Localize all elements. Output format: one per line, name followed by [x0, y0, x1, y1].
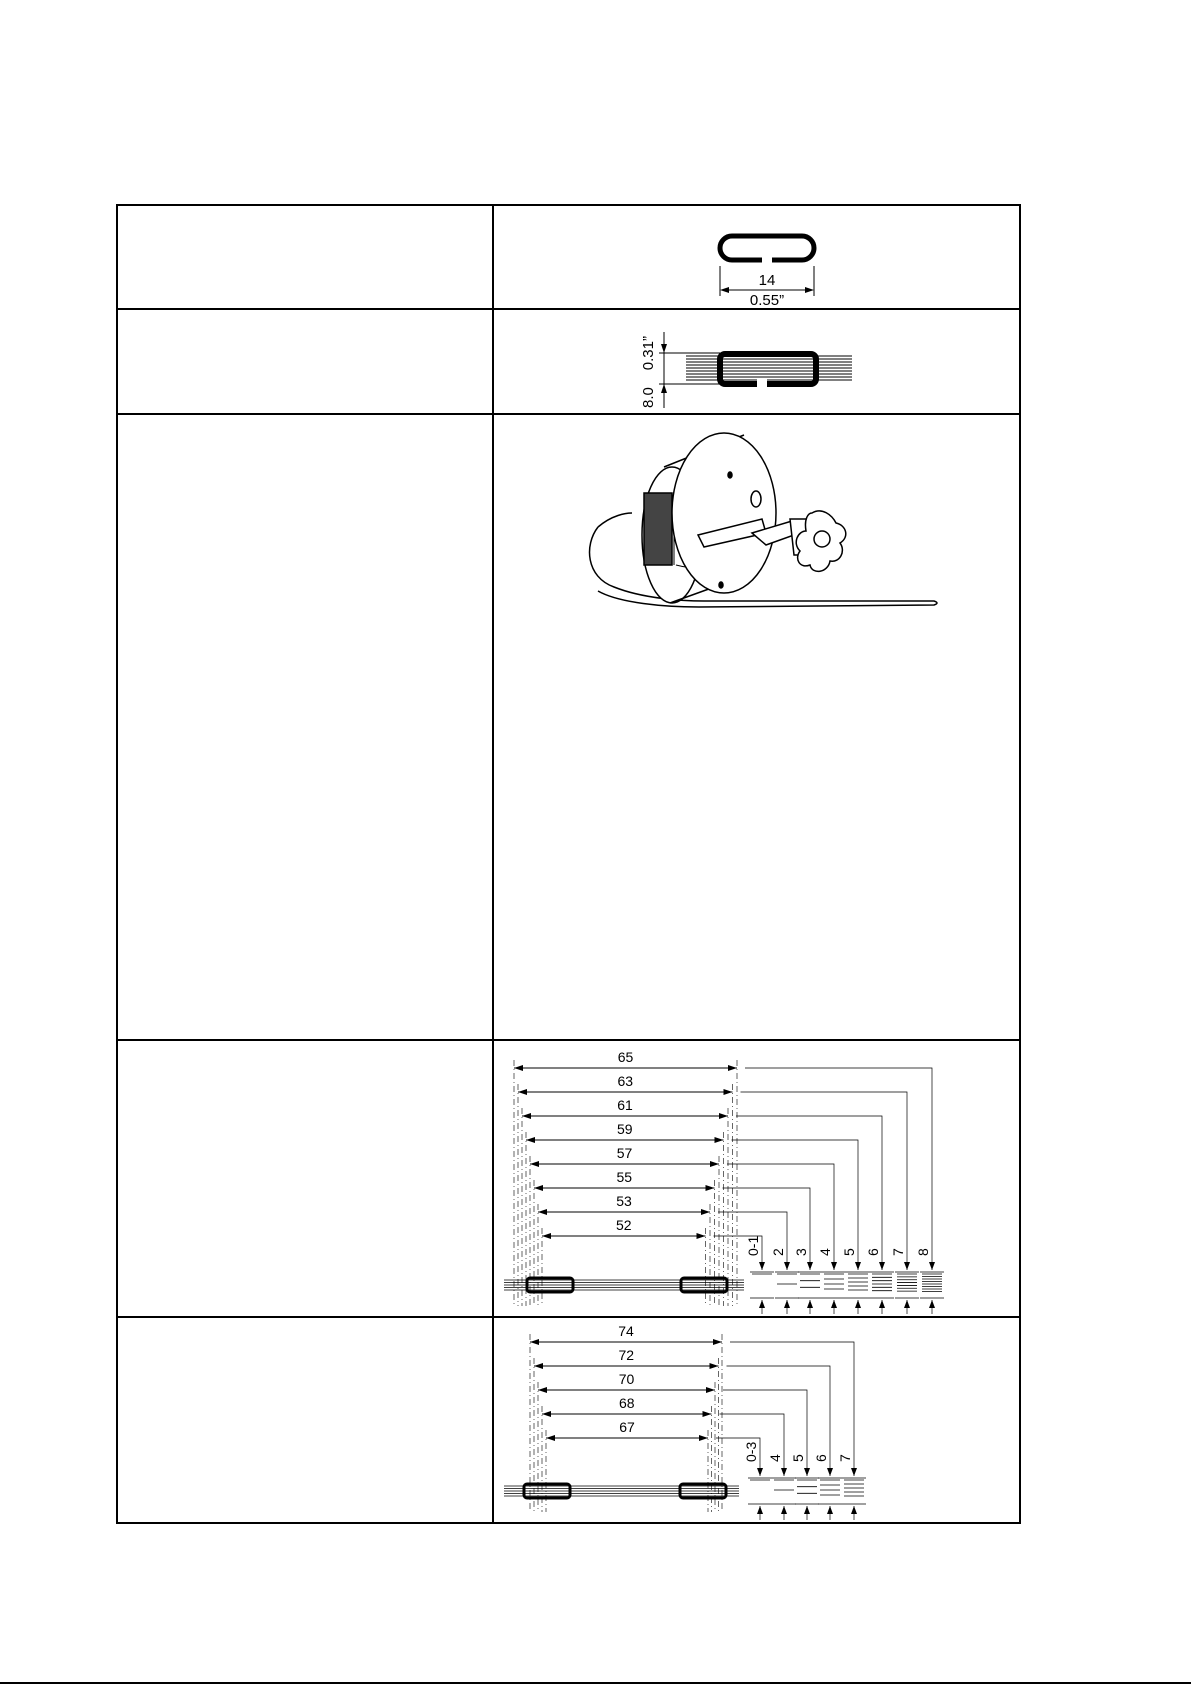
sheet-count-label: 7 — [890, 1247, 906, 1256]
comb-width-mm: 14 — [758, 272, 776, 289]
label-cell-2 — [117, 309, 493, 413]
comb-width-diagram — [494, 206, 1019, 310]
sheet-count-label: 3 — [793, 1247, 809, 1256]
spec-table — [116, 204, 1021, 1524]
width-label: 70 — [618, 1371, 635, 1388]
sheet-count-label: 5 — [790, 1454, 806, 1463]
sheet-count-label: 4 — [767, 1454, 783, 1463]
sheet-count-label: 2 — [770, 1247, 786, 1256]
row-comb-width — [117, 205, 1020, 309]
width-label: 74 — [618, 1323, 634, 1340]
comb-height-diagram — [494, 310, 1019, 414]
sheet-count-label: 0-1 — [745, 1235, 761, 1256]
label-cell-5 — [117, 1317, 493, 1523]
sheet-count-label: 6 — [813, 1454, 829, 1463]
row-sizes-a — [117, 1040, 1020, 1318]
page-bottom-rule — [0, 1682, 1191, 1684]
sizes-b-diagram — [494, 1318, 1019, 1523]
sheet-count-label: 7 — [837, 1454, 853, 1463]
row-spool — [117, 414, 1020, 1040]
figure-cell-comb-width — [493, 205, 1020, 309]
row-comb-height — [117, 309, 1020, 413]
width-label: 52 — [615, 1216, 632, 1233]
width-label: 57 — [616, 1144, 633, 1161]
row-sizes-b — [117, 1317, 1020, 1523]
width-label: 72 — [618, 1347, 635, 1364]
width-label: 68 — [618, 1395, 635, 1412]
width-label: 63 — [617, 1072, 634, 1089]
sheet-count-label: 6 — [865, 1247, 881, 1256]
comb-ring-gap — [762, 254, 772, 264]
figure-cell-comb-height — [493, 309, 1020, 413]
figure-cell-sizes-a — [493, 1040, 1020, 1318]
sizes-a-diagram — [494, 1041, 1019, 1318]
width-label: 65 — [617, 1048, 634, 1065]
width-label: 55 — [616, 1168, 633, 1185]
width-label: 59 — [616, 1120, 633, 1137]
width-label: 67 — [619, 1419, 635, 1436]
label-cell-1 — [117, 205, 493, 309]
figure-cell-spool — [493, 414, 1020, 1040]
width-label: 61 — [617, 1096, 633, 1113]
label-cell-3 — [117, 414, 493, 1040]
spool-front-flange — [672, 433, 776, 593]
comb-spool-dispenser-icon — [494, 415, 1019, 1039]
sheet-count-label: 5 — [841, 1247, 857, 1256]
comb-width-in: 0.55” — [749, 292, 785, 309]
sheet-count-label: 0-3 — [743, 1442, 759, 1463]
width-label: 53 — [616, 1192, 632, 1209]
label-cell-4 — [117, 1040, 493, 1318]
sheet-count-label: 8 — [915, 1247, 931, 1256]
comb-height-in: 0.31” — [640, 336, 657, 371]
comb-height-mm: 8.0 — [640, 387, 657, 409]
sheet-count-label: 4 — [817, 1247, 833, 1256]
figure-cell-sizes-b — [493, 1317, 1020, 1523]
